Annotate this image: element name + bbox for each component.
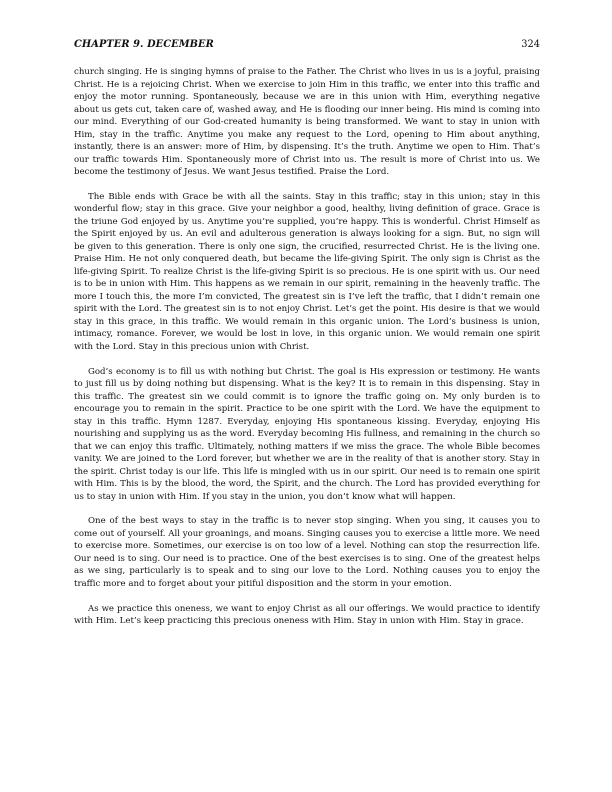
page-number: 324 [521, 39, 540, 50]
paragraph-2: The Bible ends with Grace be with all the saints. Stay in this traffic; stay in this union; stay in this wonderful flow; stay in this grace. Give your neighbor a good, healthy, living definition of grace. Grace is the triune God enjoyed by us. Anytime you’re supplied, you’re happy. This is wonderful. Christ Himself as the Spirit enjoyed by us. An evil and adulterous generation is always looking for a sign. But, no sign will be given to this generation. There is only one sign, the crucified, resurrected Christ. He is the living one. Praise Him. He not only conquered death, but became the life-giving Spirit. The only sign is Christ as the life-giving Spirit. To realize Christ is the life-giving Spirit is so precious. He is one spirit with us. Our need is to be in union with Him. This happens as we remain in our spirit, remaining in the heavenly traffic. The more I touch this, the more I’m convicted, The greatest sin is I’ve left the traffic, that I didn’t remain one spirit with the Lord. The greatest sin is to not enjoy Christ. Let’s get the point. His desire is that we would stay in this grace, in this traffic. We would remain in this organic union. The Lord’s business is union, intimacy, romance. Forever, we would be lost in love, in this organic union. We would remain one spirit with the Lord. Stay in this precious union with Christ. [74, 191, 540, 352]
chapter-title: CHAPTER 9. DECEMBER [74, 39, 214, 50]
paragraph-3: God’s economy is to fill us with nothing but Christ. The goal is His expression or testimony. He wants to just fill us by doing nothing but dispensing. What is the key? It is to remain in this dispensing. Stay in this traffic. The greatest sin we could commit is to ignore the traffic going on. My only burden is to encourage you to remain in the spirit. Practice to be one spirit with the Lord. We have the equipment to stay in this traffic. Hymn 1287. Everyday, enjoying His spontaneous kissing. Everyday, enjoying His nourishing and supplying us as the word. Everyday becoming His fullness, and remaining in the church so that we can enjoy this traffic. Ultimately, nothing matters if we miss the grace. The whole Bible becomes vanity. We are joined to the Lord forever, but whether we are in the reality of that is another story. Stay in the spirit. Christ today is our life. This life is mingled with us in our spirit. Our need is to remain one spirit with Him. This is by the blood, the word, the Spirit, and the church. The Lord has provided everything for us to stay in union with Him. If you stay in the union, you don’t know what will happen. [74, 366, 540, 502]
page [74, 39, 540, 640]
running-header [74, 39, 540, 50]
paragraph-4: One of the best ways to stay in the traffic is to never stop singing. When you sing, it causes you to come out of yourself. All your groanings, and moans. Singing causes you to exercise a little more. We need to exercise more. Sometimes, our exercise is on too low of a level. Nothing can stop the resurrection life. Our need is to sing. Our need is to practice. One of the best exercises is to sing. One of the greatest helps as we sing, particularly is to speak and to sing our love to the Lord. Nothing causes you to enjoy the traffic more and to forget about your pitiful disposition and the storm in your emotion. [74, 516, 540, 589]
paragraph-5: As we practice this oneness, we want to enjoy Christ as all our offerings. We would practice to identify with Him. Let’s keep practicing this precious oneness with Him. Stay in union with Him. Stay in grace. [74, 603, 540, 627]
paragraph-1: church singing. He is singing hymns of praise to the Father. The Christ who lives in us is a joyful, praising Christ. He is a rejoicing Christ. When we exercise to join Him in this traffic, we enter into this traffic and enjoy the motor running. Spontaneously, because we are in this union with Him, everything negative about us gets cut, taken care of, washed away, and He is flooding our inner being. His mind is coming into our mind. Everything of our God-created humanity is being transformed. We want to stay in union with Him, stay in the traffic. Anytime you make any request to the Lord, opening to Him about anything, instantly, there is an answer: more of Him, by dispensing. It’s the truth. Anytime we open to Him. That’s our traffic towards Him. Spontaneously more of Christ into us. The result is more of Christ into us. We become the testimony of Jesus. We want Jesus testified. Praise the Lord. [74, 67, 540, 177]
